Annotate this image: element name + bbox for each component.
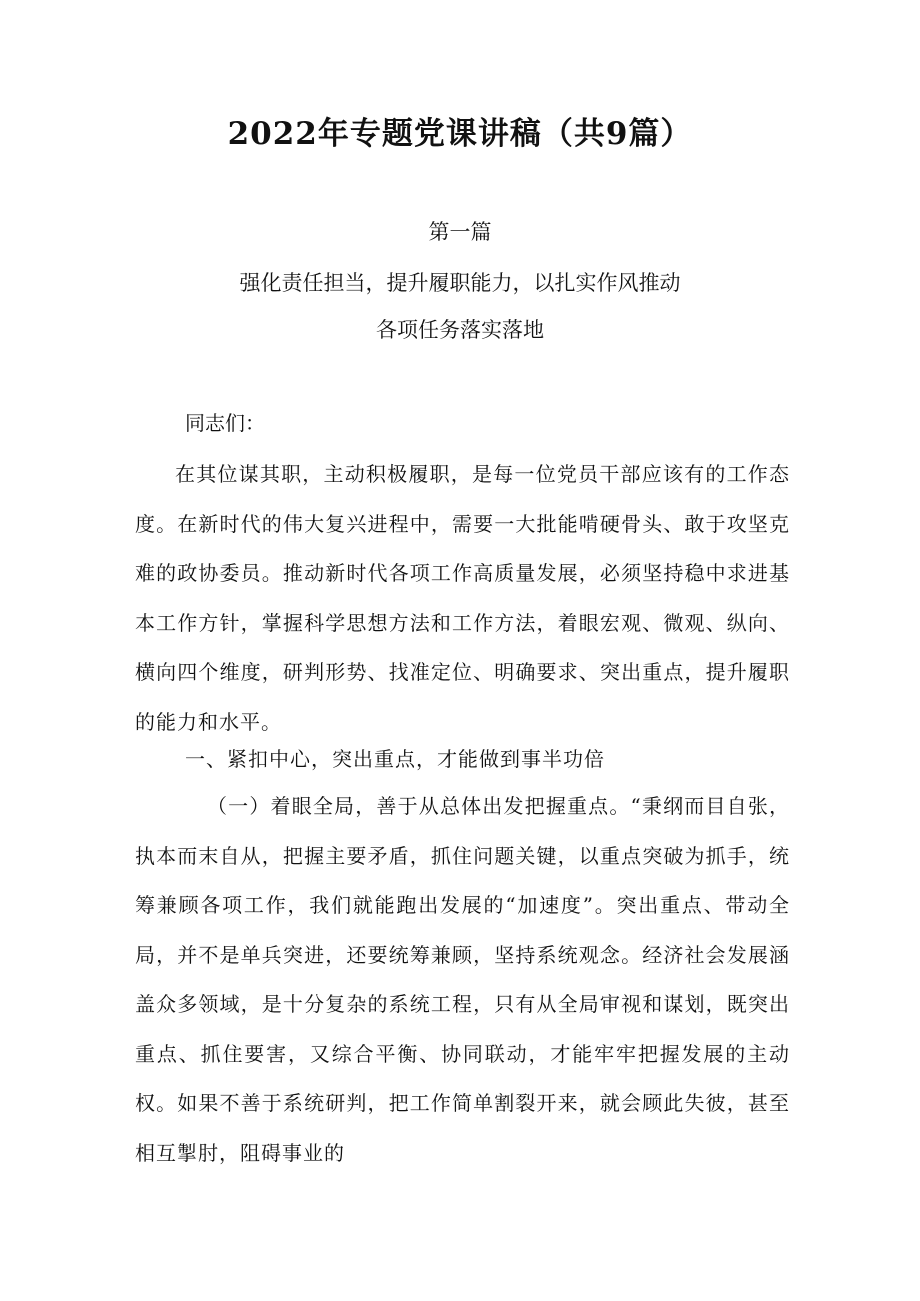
subtitle-line-2: 各项任务落实落地 xyxy=(376,318,544,342)
paragraph-2: （一）着眼全局，善于从总体出发把握重点。“秉纲而目自张，执本而末自从，把握主要矛盾，抓住问题关键，以重点突破为抓手，统筹兼顾各项工作，我们就能跑出发展的“加速度”。突出重点、带动全局，并不是单兵突进，还要统筹兼顾，坚持系统观念。经济社会发展涵盖众多领域，是十分复杂的系统工程，只有从全局审视和谋划，既突出重点、抓住要害，又综合平衡、协同联动，才能牢牢把握发展的主动权。如果不善于系统研判，把工作简单割裂开来，就会顾此失彼，甚至相互掣肘，阻碍事业的 xyxy=(135,794,790,1165)
part-label: 第一篇 xyxy=(428,220,492,244)
section-heading-1: 一、紧扣中心，突出重点，才能做到事半功倍 xyxy=(185,747,605,771)
subtitle-line-1: 强化责任担当，提升履职能力，以扎实作风推动 xyxy=(239,271,681,295)
document-title: 2022年专题党课讲稿（共9篇） xyxy=(227,116,693,152)
paragraph-1: 在其位谋其职，主动积极履职，是每一位党员干部应该有的工作态度。在新时代的伟大复兴进程中，需要一大批能啃硬骨头、敢于攻坚克难的政协委员。推动新时代各项工作高质量发展，必须坚持稳中求进基本工作方针，掌握科学思想方法和工作方法，着眼宏观、微观、纵向、横向四个维度，研判形势、找准定位、明确要求、突出重点，提升履职的能力和水平。 xyxy=(135,462,790,734)
greeting: 同志们： xyxy=(185,411,265,435)
